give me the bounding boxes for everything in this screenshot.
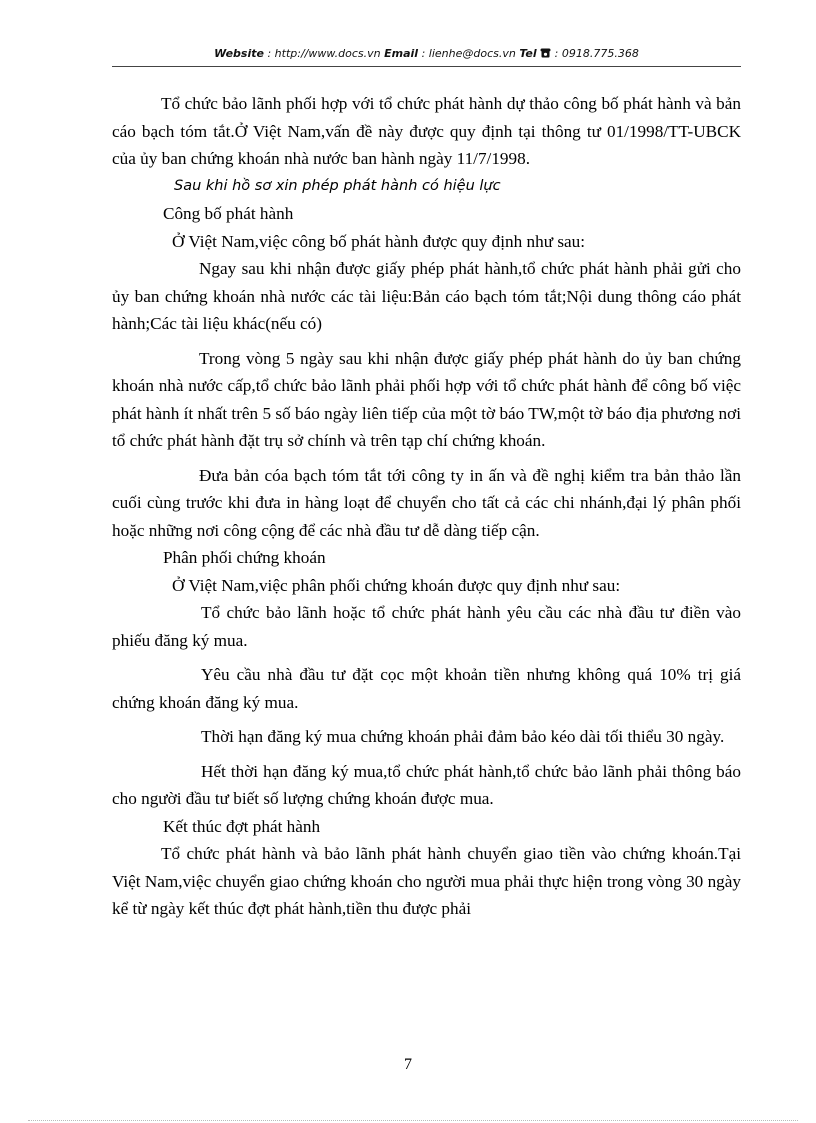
paragraph: Yêu cầu nhà đầu tư đặt cọc một khoản tiền nhưng không quá 10% trị giá chứng khoán đăng ký mua. bbox=[112, 665, 741, 712]
tel-value: : 0918.775.368 bbox=[554, 47, 639, 60]
telephone-icon bbox=[540, 48, 551, 58]
section-heading-cong-bo: Công bố phát hành bbox=[163, 204, 294, 223]
paragraph: Thời hạn đăng ký mua chứng khoán phải đảm bảo kéo dài tối thiểu 30 ngày. bbox=[201, 727, 725, 746]
page-header bbox=[112, 47, 741, 60]
paragraph: Tổ chức phát hành và bảo lãnh phát hành chuyển giao tiền vào chứng khoán.Tại Việt Nam,việc chuyển giao chứng khoán cho người mua phải thực hiện trong vòng 30 ngày kể từ ngày kết thúc đợt phát hành,tiền thu được phải bbox=[112, 844, 741, 918]
website-label: Website bbox=[214, 47, 264, 60]
paragraph: Tổ chức bảo lãnh hoặc tổ chức phát hành yêu cầu các nhà đầu tư điền vào phiếu đăng ký mua. bbox=[112, 603, 741, 650]
section-intro-cong-bo: Ở Việt Nam,việc công bố phát hành được quy định như sau: bbox=[172, 231, 586, 251]
italic-heading: Sau khi hồ sơ xin phép phát hành có hiệu lực bbox=[174, 177, 501, 194]
footer-divider bbox=[28, 1120, 798, 1121]
paragraph: Ngay sau khi nhận được giấy phép phát hành,tổ chức phát hành phải gửi cho ủy ban chứng khoán nhà nước các tài liệu:Bản cáo bạch tóm tắt;Nội dung thông cáo phát hành;Các tài liệu khác(nếu có) bbox=[112, 259, 741, 333]
paragraph: Tổ chức bảo lãnh phối hợp với tổ chức phát hành dự thảo công bố phát hành và bản cáo bạch tóm tắt.Ở Việt Nam,vấn đề này được quy định tại thông tư 01/1998/TT-UBCK của ủy ban chứng khoán nhà nước ban hành ngày 11/7/1998. bbox=[112, 94, 741, 168]
section-heading-phan-phoi: Phân phối chứng khoán bbox=[163, 548, 326, 567]
header-divider bbox=[112, 66, 741, 67]
page-number: 7 bbox=[404, 1056, 412, 1073]
tel-label: Tel bbox=[519, 47, 537, 60]
body-text bbox=[112, 90, 741, 923]
email-value: : lienhe@docs.vn bbox=[421, 47, 516, 60]
paragraph: Trong vòng 5 ngày sau khi nhận được giấy phép phát hành do ủy ban chứng khoán nhà nước cấp,tổ chức bảo lãnh phải phối hợp với tổ chức phát hành để công bố việc phát hành ít nhất trên 5 số báo ngày liên tiếp của một tờ báo TW,một tờ báo địa phương nơi tổ chức phát hành đặt trụ sở chính và trên tạp chí chứng khoán. bbox=[112, 348, 741, 450]
website-value: : http://www.docs.vn bbox=[267, 47, 381, 60]
section-heading-ket-thuc: Kết thúc đợt phát hành bbox=[163, 816, 321, 836]
paragraph: Hết thời hạn đăng ký mua,tổ chức phát hành,tổ chức bảo lãnh phải thông báo cho người đầu tư biết số lượng chứng khoán được mua. bbox=[112, 761, 741, 808]
paragraph: Đưa bản cóa bạch tóm tắt tới công ty in ấn và đề nghị kiểm tra bản thảo lần cuối cùng trước khi đưa in hàng loạt để chuyển cho tất cả các chi nhánh,đại lý phân phối hoặc những nơi công cộng để các nhà đầu tư dễ dàng tiếp cận. bbox=[112, 465, 741, 540]
email-label: Email bbox=[384, 47, 419, 60]
section-intro-phan-phoi: Ở Việt Nam,việc phân phối chứng khoán được quy định như sau: bbox=[172, 575, 621, 595]
